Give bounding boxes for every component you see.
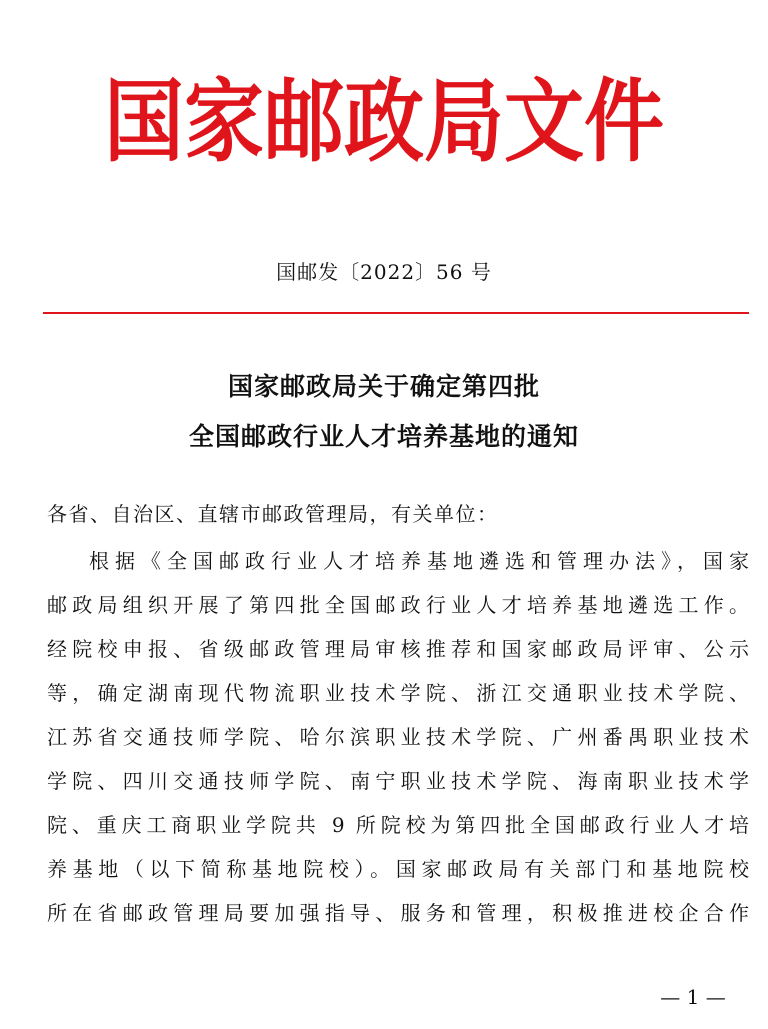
document-number: 国邮发〔2022〕56 号: [276, 260, 492, 284]
body-line: 江苏省交通技师学院、哈尔滨职业技术学院、广州番禺职业技术: [47, 725, 749, 749]
red-divider-line: [43, 312, 749, 314]
body-paragraph: [47, 539, 749, 935]
body-line: 根据《全国邮政行业人才培养基地遴选和管理办法》，国家: [89, 549, 749, 573]
document-title: [0, 362, 768, 462]
body-line: 养基地（以下简称基地院校）。国家邮政局有关部门和基地院校: [47, 857, 749, 881]
body-line: 院、重庆工商职业学院共 9 所院校为第四批全国邮政行业人才培: [47, 813, 749, 837]
body-line: 所在省邮政管理局要加强指导、服务和管理，积极推进校企合作: [47, 901, 749, 925]
salutation: 各省、自治区、直辖市邮政管理局，有关单位：: [47, 502, 499, 526]
body-line: 学院、四川交通技师学院、南宁职业技术学院、海南职业技术学: [47, 769, 749, 793]
title-line-1: 国家邮政局关于确定第四批: [227, 372, 540, 401]
page-number: — 1 —: [660, 985, 726, 1009]
body-line: 等，确定湖南现代物流职业技术学院、浙江交通职业技术学院、: [47, 681, 749, 705]
body-line: 邮政局组织开展了第四批全国邮政行业人才培养基地遴选工作。: [47, 593, 749, 617]
masthead-title: 国家邮政局文件: [104, 69, 664, 174]
title-line-2: 全国邮政行业人才培养基地的通知: [188, 422, 579, 451]
body-line: 经院校申报、省级邮政管理局审核推荐和国家邮政局评审、公示: [47, 637, 749, 661]
